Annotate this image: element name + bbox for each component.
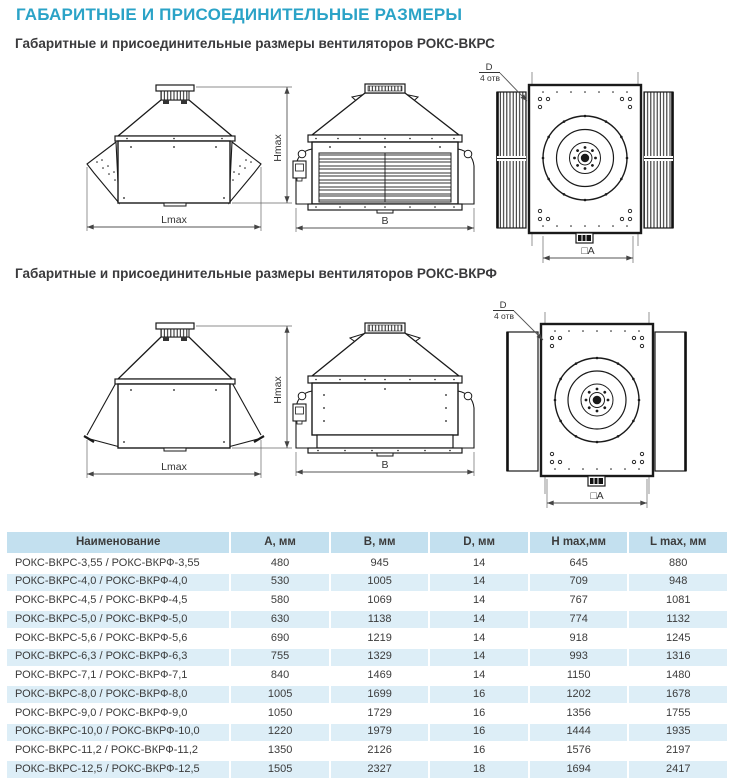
dimension-value-cell: 948 (629, 574, 727, 591)
table-header (7, 532, 727, 553)
table-row (7, 724, 727, 741)
dimension-value-cell: 1316 (629, 649, 727, 666)
dimension-value-cell: 1469 (331, 668, 429, 685)
dimension-value-cell: 1979 (331, 724, 429, 741)
dimension-value-cell: 1678 (629, 686, 727, 703)
dimension-value-cell: 645 (530, 555, 628, 572)
four-holes-label: 4 отв (493, 311, 515, 321)
dimension-value-cell: 1245 (629, 630, 727, 647)
b-label: B (381, 215, 389, 227)
page-title: ГАБАРИТНЫЕ И ПРИСОЕДИНИТЕЛЬНЫЕ РАЗМЕРЫ (16, 5, 463, 24)
b-label: B (381, 459, 389, 471)
dimension-value-cell: 1505 (231, 761, 329, 778)
dimension-value-cell: 1081 (629, 593, 727, 610)
model-name-cell: РОКС-ВКРС-3,55 / РОКС-ВКРФ-3,55 (7, 555, 229, 572)
column-header-hmax: Н max,мм (530, 532, 628, 553)
dimension-value-cell: 16 (430, 705, 528, 722)
dimension-value-cell: 1576 (530, 743, 628, 760)
lmax-label: Lmax (161, 461, 187, 473)
dimension-drawings-vkrf (0, 298, 734, 512)
vkrf-front-view (84, 323, 292, 478)
dimension-value-cell: 16 (430, 724, 528, 741)
section-title-vkrf: Габаритные и присоединительные размеры вентиляторов РОКС-ВКРФ (15, 266, 497, 281)
hmax-label: Hmax (272, 376, 284, 404)
dimension-value-cell: 1138 (331, 611, 429, 628)
dimension-value-cell: 918 (530, 630, 628, 647)
model-name-cell: РОКС-ВКРС-10,0 / РОКС-ВКРФ-10,0 (7, 724, 229, 741)
table-row (7, 743, 727, 760)
model-name-cell: РОКС-ВКРС-4,5 / РОКС-ВКРФ-4,5 (7, 593, 229, 610)
hole-diameter-label: D (499, 300, 507, 311)
table-row (7, 649, 727, 666)
dimension-value-cell: 2126 (331, 743, 429, 760)
dimension-value-cell: 1050 (231, 705, 329, 722)
square-a-label: □A (581, 245, 595, 257)
table-row (7, 611, 727, 628)
dimension-value-cell: 16 (430, 743, 528, 760)
model-name-cell: РОКС-ВКРС-6,3 / РОКС-ВКРФ-6,3 (7, 649, 229, 666)
section-title-vkrs: Габаритные и присоединительные размеры вентиляторов РОКС-ВКРС (15, 36, 495, 51)
dimension-value-cell: 840 (231, 668, 329, 685)
column-header-lmax: L max, мм (629, 532, 727, 553)
dimension-value-cell: 774 (530, 611, 628, 628)
dimension-value-cell: 2197 (629, 743, 727, 760)
dimension-value-cell: 14 (430, 668, 528, 685)
dimension-value-cell: 1356 (530, 705, 628, 722)
dimension-value-cell: 993 (530, 649, 628, 666)
dimension-value-cell: 14 (430, 574, 528, 591)
dimension-value-cell: 1699 (331, 686, 429, 703)
dimension-value-cell: 480 (231, 555, 329, 572)
vkrs-top-view (479, 62, 673, 263)
table-body (7, 555, 727, 778)
dimension-value-cell: 1935 (629, 724, 727, 741)
dimension-value-cell: 18 (430, 761, 528, 778)
dimension-value-cell: 1132 (629, 611, 727, 628)
dimension-value-cell: 1219 (331, 630, 429, 647)
dimension-value-cell: 630 (231, 611, 329, 628)
dimension-value-cell: 2327 (331, 761, 429, 778)
hole-diameter-label: D (485, 62, 493, 73)
model-name-cell: РОКС-ВКРС-12,5 / РОКС-ВКРФ-12,5 (7, 761, 229, 778)
dimension-value-cell: 1202 (530, 686, 628, 703)
dimension-value-cell: 690 (231, 630, 329, 647)
table-row (7, 761, 727, 778)
model-name-cell: РОКС-ВКРС-7,1 / РОКС-ВКРФ-7,1 (7, 668, 229, 685)
vkrs-front-view (87, 85, 292, 231)
model-name-cell: РОКС-ВКРС-4,0 / РОКС-ВКРФ-4,0 (7, 574, 229, 591)
model-name-cell: РОКС-ВКРС-11,2 / РОКС-ВКРФ-11,2 (7, 743, 229, 760)
table-row (7, 705, 727, 722)
dimension-value-cell: 709 (530, 574, 628, 591)
lmax-label: Lmax (161, 214, 187, 226)
dimension-value-cell: 1444 (530, 724, 628, 741)
dimension-value-cell: 880 (629, 555, 727, 572)
dimension-value-cell: 14 (430, 555, 528, 572)
table-row (7, 668, 727, 685)
model-name-cell: РОКС-ВКРС-5,6 / РОКС-ВКРФ-5,6 (7, 630, 229, 647)
table-row (7, 555, 727, 572)
dimension-value-cell: 1005 (231, 686, 329, 703)
dimension-value-cell: 14 (430, 630, 528, 647)
table-row (7, 630, 727, 647)
dimension-value-cell: 1480 (629, 668, 727, 685)
dimension-value-cell: 945 (331, 555, 429, 572)
model-name-cell: РОКС-ВКРС-8,0 / РОКС-ВКРФ-8,0 (7, 686, 229, 703)
table-row (7, 686, 727, 703)
dimension-value-cell: 2417 (629, 761, 727, 778)
model-name-cell: РОКС-ВКРС-9,0 / РОКС-ВКРФ-9,0 (7, 705, 229, 722)
dimension-value-cell: 1220 (231, 724, 329, 741)
dimension-value-cell: 1729 (331, 705, 429, 722)
hmax-label: Hmax (272, 134, 284, 162)
dimension-value-cell: 530 (231, 574, 329, 591)
dimension-value-cell: 580 (231, 593, 329, 610)
four-holes-label: 4 отв (479, 73, 501, 83)
dimension-value-cell: 1755 (629, 705, 727, 722)
column-header-name: Наименование (7, 532, 229, 553)
dimension-value-cell: 1350 (231, 743, 329, 760)
dimension-value-cell: 1069 (331, 593, 429, 610)
dimension-value-cell: 755 (231, 649, 329, 666)
square-a-label: □A (590, 490, 604, 502)
dimension-value-cell: 1694 (530, 761, 628, 778)
dimension-value-cell: 767 (530, 593, 628, 610)
dimension-value-cell: 14 (430, 649, 528, 666)
vkrf-side-view (293, 323, 474, 476)
column-header-d: D, мм (430, 532, 528, 553)
dimension-value-cell: 1005 (331, 574, 429, 591)
vkrs-side-view (293, 84, 474, 232)
vkrf-top-view (493, 300, 686, 508)
dimension-value-cell: 1150 (530, 668, 628, 685)
column-header-b: В, мм (331, 532, 429, 553)
table-row (7, 593, 727, 610)
dimension-value-cell: 16 (430, 686, 528, 703)
dimension-value-cell: 14 (430, 611, 528, 628)
column-header-a: А, мм (231, 532, 329, 553)
dimensions-table (5, 530, 729, 780)
model-name-cell: РОКС-ВКРС-5,0 / РОКС-ВКРФ-5,0 (7, 611, 229, 628)
table-row (7, 574, 727, 591)
dimension-value-cell: 14 (430, 593, 528, 610)
dimension-value-cell: 1329 (331, 649, 429, 666)
dimension-drawings-vkrs (0, 62, 734, 266)
